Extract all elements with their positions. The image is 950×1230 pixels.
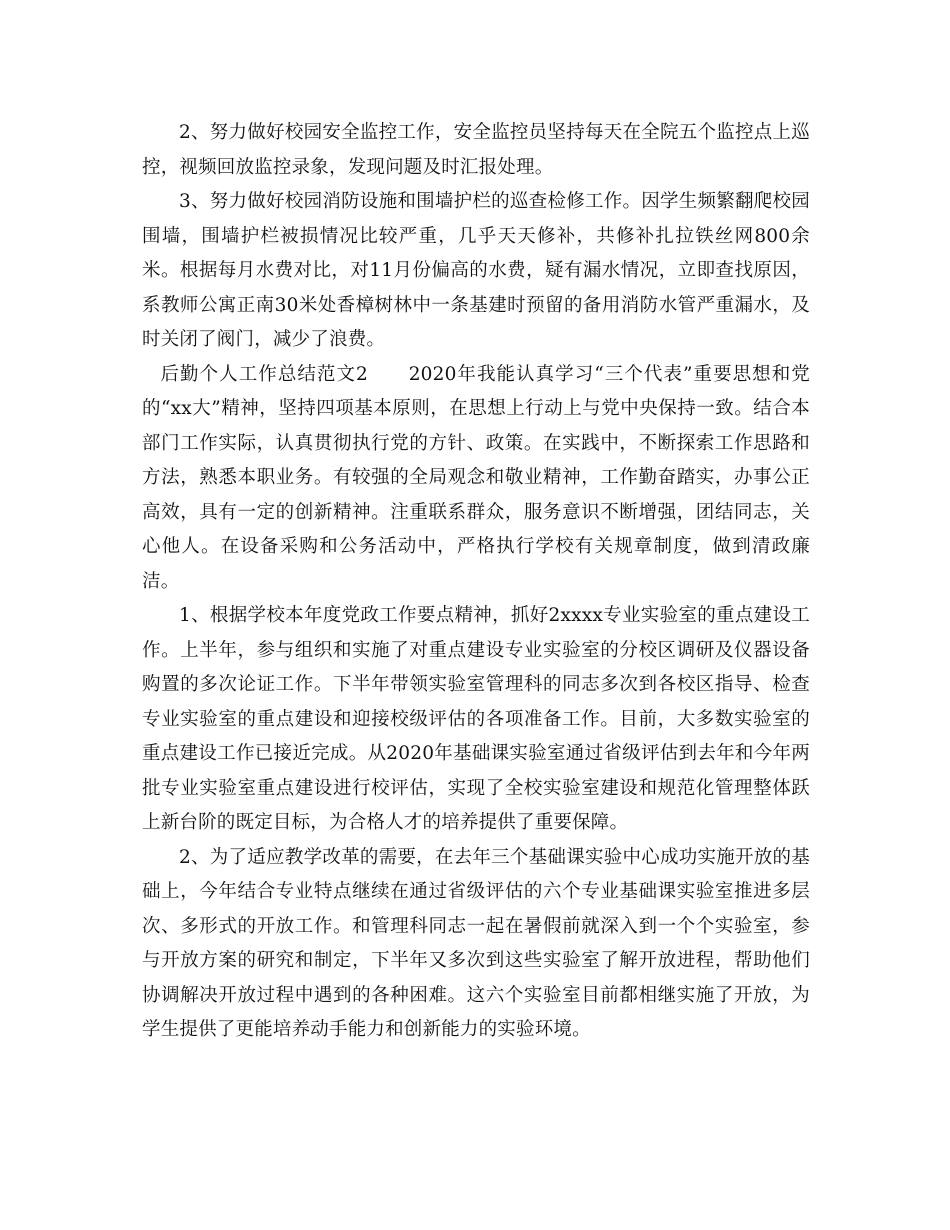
section-paragraph [142, 358, 810, 600]
section-title: 后勤个人工作总结范文2 [160, 363, 368, 385]
paragraph-security-monitoring: 2、努力做好校园安全监控工作，安全监控员坚持每天在全院五个监控点上巡控，视频回放监控录象，发现问题及时汇报处理。 [142, 122, 810, 178]
paragraph-lab-opening: 2、为了适应教学改革的需要，在去年三个基础课实验中心成功实施开放的基础上，今年结合专业特点继续在通过省级评估的六个专业基础课实验室推进多层次、多形式的开放工作。和管理科同志一起在暑假前就深入到一个个实验室，参与开放方案的研究和制定，下半年又多次到这些实验室了解开放进程，帮助他们协调解决开放过程中遇到的各种困难。这六个实验室目前都相继实施了开放，为学生提供了更能培养动手能力和创新能力的实验环境。 [142, 846, 810, 1040]
section-body: 2020年我能认真学习“三个代表”重要思想和党的“xx大”精神，坚持四项基本原则，在思想上行动上与党中央保持一致。结合本部门工作实际，认真贯彻执行党的方针、政策。在实践中，不断探索工作思路和方法，熟悉本职业务。有较强的全局观念和敬业精神，工作勤奋踏实，办事公正高效，具有一定的创新精神。注重联系群众，服务意识不断增强，团结同志，关心他人。在设备采购和公务活动中，严格执行学校有关规章制度，做到清政廉洁。 [142, 363, 810, 592]
paragraph-lab-construction: 1、根据学校本年度党政工作要点精神，抓好2xxxx专业实验室的重点建设工作。上半年，参与组织和实施了对重点建设专业实验室的分校区调研及仪器设备购置的多次论证工作。下半年带领实验室管理科的同志多次到各校区指导、检查专业实验室的重点建设和迎接校级评估的各项准备工作。目前，大多数实验室的重点建设工作已接近完成。从2020年基础课实验室通过省级评估到去年和今年两批专业实验室重点建设进行校评估，实现了全校实验室建设和规范化管理整体跃上新台阶的既定目标，为合格人才的培养提供了重要保障。 [142, 605, 810, 833]
paragraph-fire-facilities: 3、努力做好校园消防设施和围墙护栏的巡查检修工作。因学生频繁翻爬校园围墙，围墙护栏被损情况比较严重，几乎天天修补，共修补扎拉铁丝网800余米。根据每月水费对比，对11月份偏高的水费，疑有漏水情况，立即查找原因，系教师公寓正南30米处香樟树林中一条基建时预留的备用消防水管严重漏水，及时关闭了阀门，减少了浪费。 [142, 191, 810, 350]
document-body [142, 116, 810, 1048]
